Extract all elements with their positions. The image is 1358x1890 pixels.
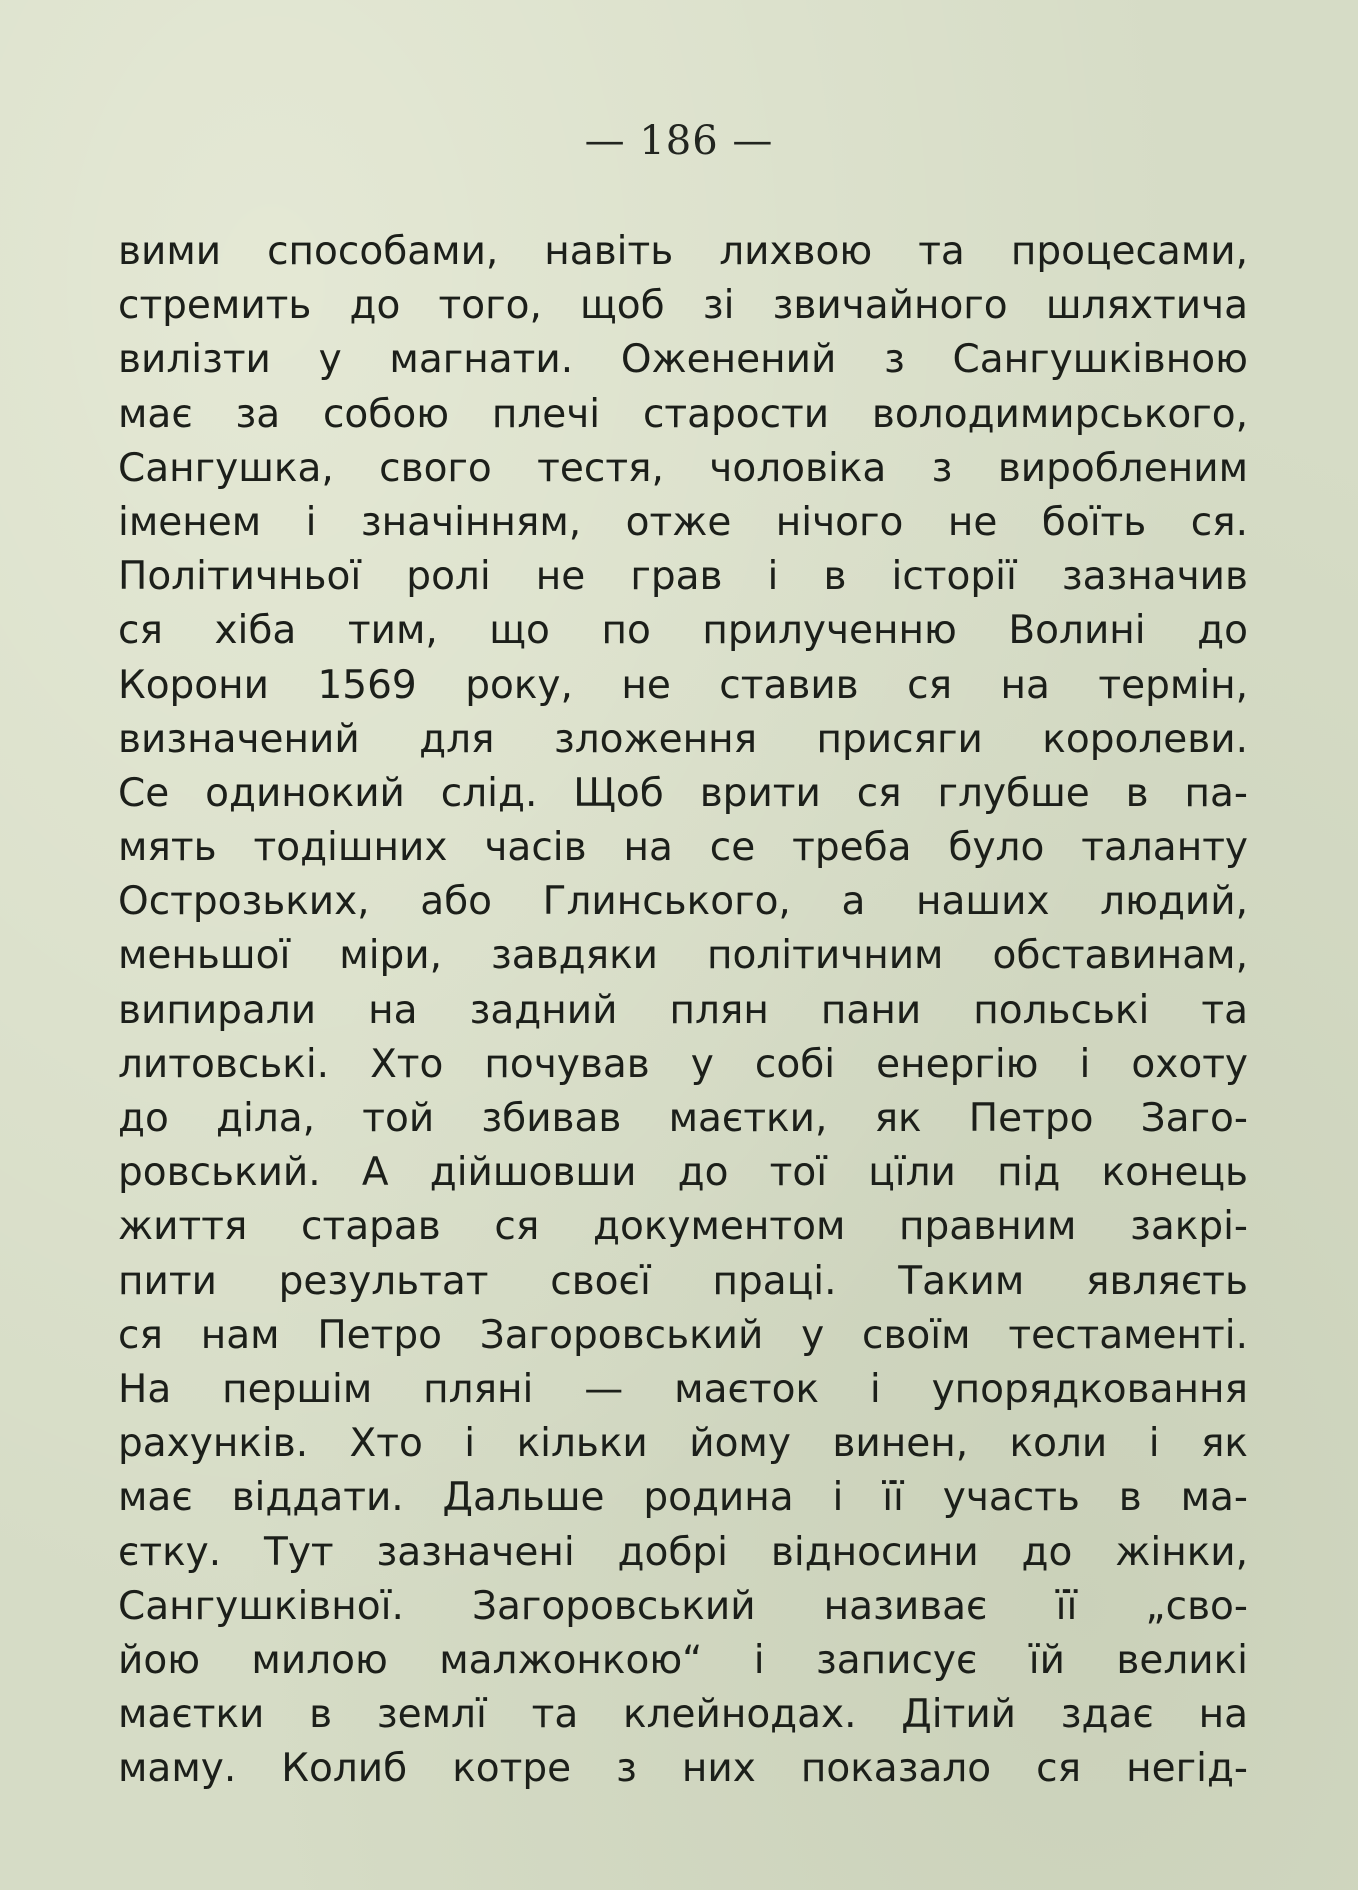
- text-line: ровський. А дійшовши до тої цїли під конець: [118, 1150, 1248, 1196]
- text-line: єтку. Тут зазначені добрі відносини до жінки,: [118, 1529, 1248, 1575]
- text-line: маму. Колиб котре з них показало ся негід-: [118, 1746, 1248, 1792]
- text-line: Острозьких, або Глинського, а наших людий,: [118, 879, 1248, 925]
- text-line: рахунків. Хто і кільки йому винен, коли і як: [118, 1421, 1248, 1467]
- text-line: Політичньої ролі не грав і в історії зазначив: [118, 554, 1248, 600]
- body-text: [118, 225, 1248, 1796]
- text-line: стремить до того, щоб зі звичайного шляхтича: [118, 283, 1248, 329]
- text-line: має віддати. Дальше родина і її участь в ма-: [118, 1475, 1248, 1521]
- text-line: іменем і значінням, отже нічого не боїть ся.: [118, 499, 1248, 545]
- text-line: випирали на задний плян пани польські та: [118, 987, 1248, 1033]
- page-number: — 186 —: [584, 118, 774, 164]
- text-line: ся нам Петро Загоровський у своїм тестаменті.: [118, 1312, 1248, 1358]
- text-line: Корони 1569 року, не ставив ся на термін,: [118, 662, 1248, 708]
- text-line: На першім пляні — маєток і упорядковання: [118, 1366, 1248, 1412]
- text-line: литовські. Хто почував у собі енергію і охоту: [118, 1041, 1248, 1087]
- text-line: маєтки в землї та клейнодах. Дітий здає на: [118, 1692, 1248, 1738]
- text-line: йою милою малжонкою“ і записує їй великі: [118, 1637, 1248, 1683]
- text-line: до діла, той збивав маєтки, як Петро Заго-: [118, 1096, 1248, 1141]
- text-line: меньшої міри, завдяки політичним обставинам,: [118, 933, 1248, 979]
- text-line: вими способами, навіть лихвою та процесами,: [118, 229, 1248, 274]
- text-line: мять тодішних часів на се треба було таланту: [118, 825, 1248, 871]
- text-line: Сангушківної. Загоровський називає її „сво-: [118, 1583, 1248, 1629]
- text-line: життя старав ся документом правним закрі-: [118, 1204, 1248, 1250]
- text-line: має за собою плечі старости володимирського,: [118, 391, 1248, 437]
- text-line: Се одинокий слід. Щоб врити ся глубше в па-: [118, 770, 1248, 816]
- text-line: пити результат своєї праці. Таким являєть: [118, 1258, 1248, 1304]
- text-line: визначений для зложення присяги королеви.: [118, 716, 1248, 762]
- text-line: ся хіба тим, що по прилученню Волині до: [118, 608, 1248, 654]
- text-line: вилізти у магнати. Оженений з Сангушківною: [118, 337, 1248, 383]
- text-line: Сангушка, свого тестя, чоловіка з виробленим: [118, 445, 1248, 491]
